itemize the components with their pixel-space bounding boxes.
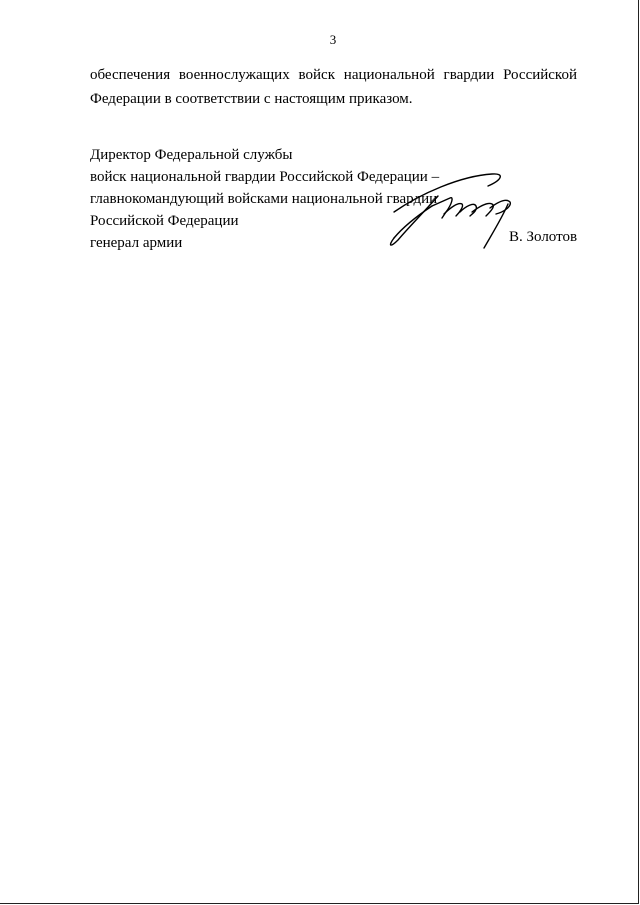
signer-name: В. Золотов [509, 229, 578, 245]
signatory-title-line-4: Российской Федерации [90, 213, 239, 229]
body-line-2: Федерации в соответствии с настоящим приказом. [90, 91, 413, 107]
body-paragraph [90, 63, 577, 111]
signatory-title-line-1: Директор Федеральной службы [90, 147, 293, 163]
page-number: 3 [329, 32, 337, 47]
handwritten-signature [380, 168, 530, 260]
signatory-rank: генерал армии [90, 235, 183, 251]
signatory-title-line-2: войск национальной гвардии Российской Федерации – [90, 169, 440, 185]
signatory-title-line-3: главнокомандующий войсками национальной гвардии [90, 191, 438, 207]
body-line-1: обеспечения военнослужащих войск национальной гвардии Российской [90, 67, 577, 83]
